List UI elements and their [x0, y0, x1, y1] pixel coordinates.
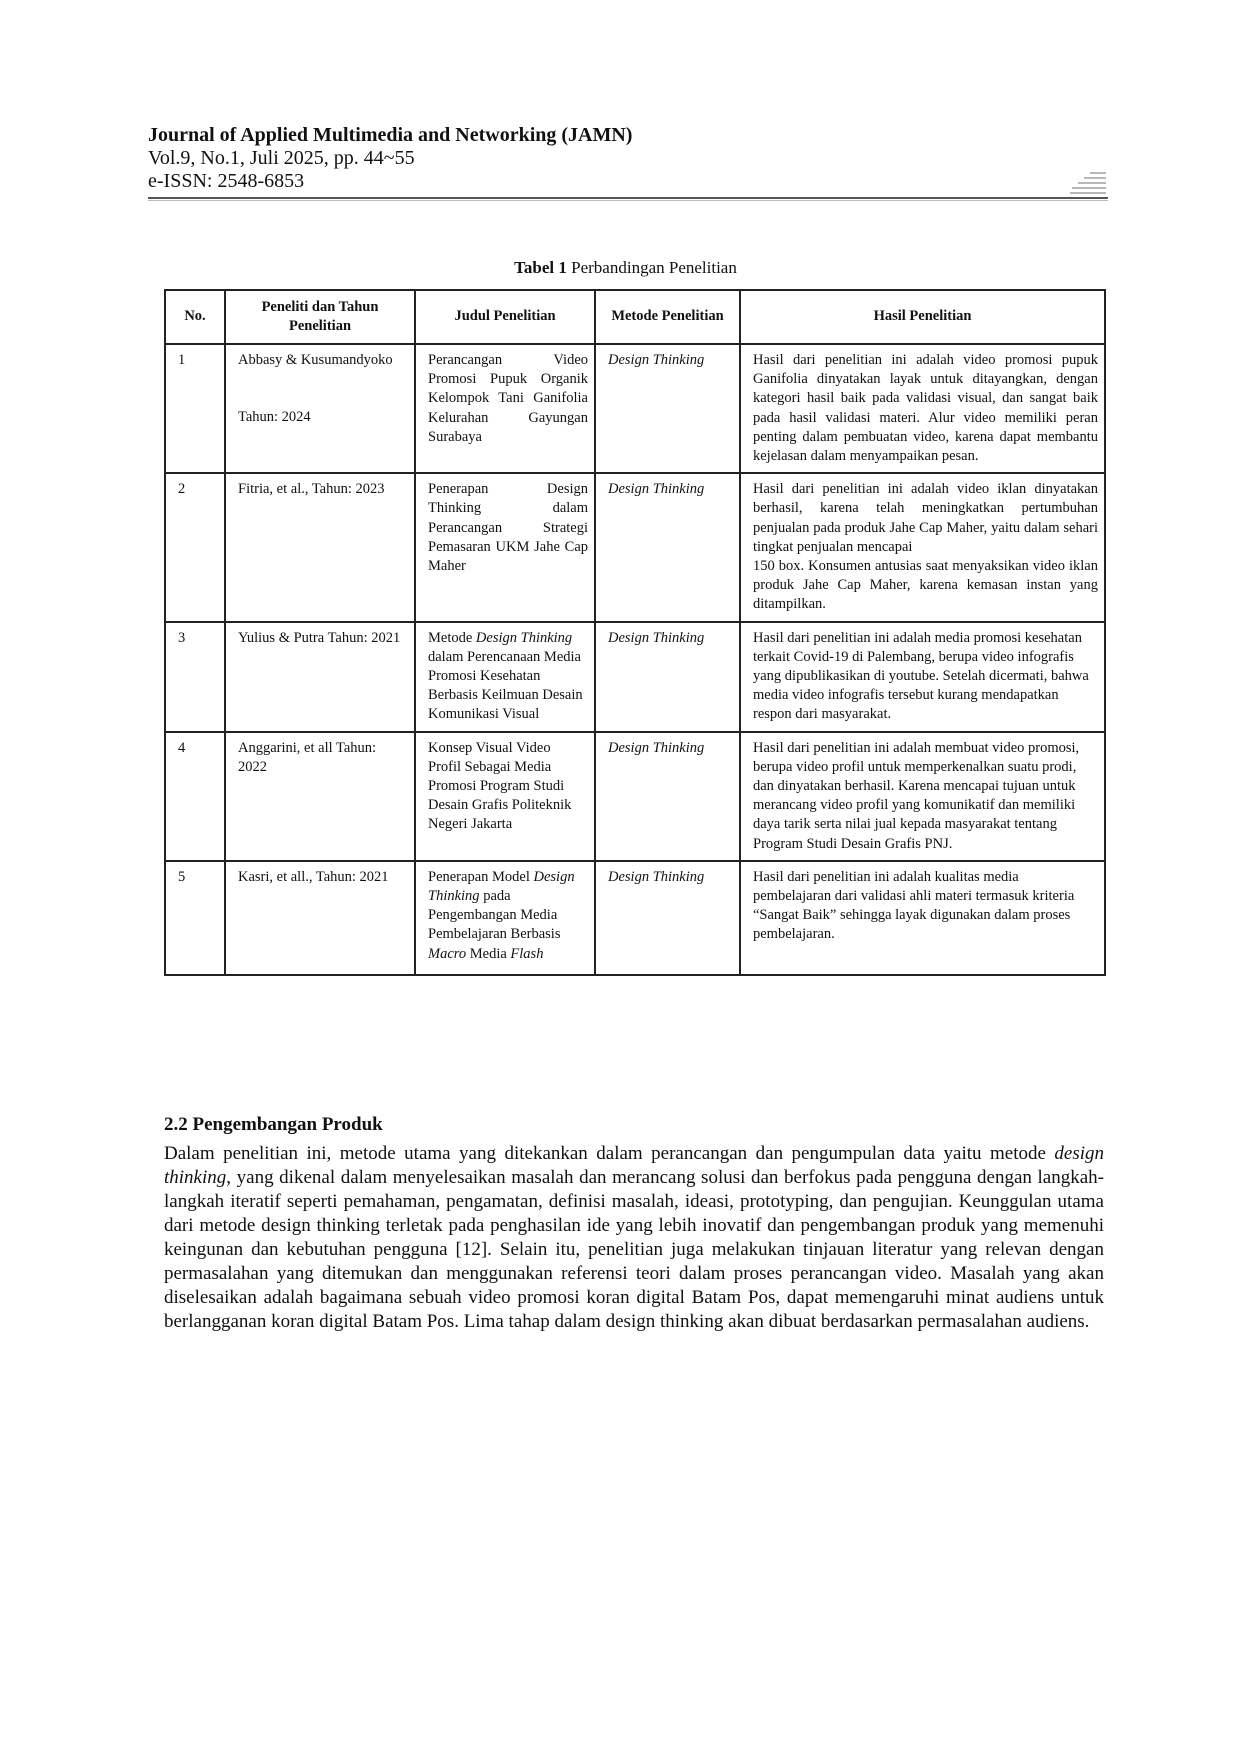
cell-judul: Penerapan Design Thinking dalam Perancangan Strategi Pemasaran UKM Jahe Cap Maher [415, 473, 595, 621]
cell-metode: Design Thinking [595, 732, 740, 861]
cell-hasil: Hasil dari penelitian ini adalah kualitas media pembelajaran dari validasi ahli materi termasuk kriteria “Sangat Baik” sehingga layak digunakan dalam proses pembelajaran. [740, 861, 1105, 975]
table-caption-label: Tabel 1 [514, 258, 567, 277]
col-header-no: No. [165, 290, 225, 344]
col-header-judul: Judul Penelitian [415, 290, 595, 344]
cell-hasil: Hasil dari penelitian ini adalah video promosi pupuk Ganifolia dinyatakan layak untuk ditayangkan, dengan kategori hasil baik pada validasi visual, dan sangat baik pada hasil validasi materi. Alur video memiliki peran penting dalam pembuatan video, karena dapat membantu kejelasan dalam menyampaikan pesan. [740, 344, 1105, 473]
section-pengembangan-produk [164, 1114, 1104, 1334]
header-rule [148, 197, 1108, 199]
journal-volume: Vol.9, No.1, Juli 2025, pp. 44~55 [148, 147, 415, 169]
cell-hasil-part2: 150 box. Konsumen antusias saat menyaksikan video iklan produk Jahe Cap Maher, karena kemasan instan yang ditampilkan. [753, 558, 1098, 613]
cell-judul: Metode Design Thinking dalam Perencanaan Media Promosi Kesehatan Berbasis Keilmuan Desain Komunikasi Visual [415, 622, 595, 732]
cell-peneliti-name: Abbasy & Kusumandyoko [238, 352, 393, 368]
col-header-peneliti: Peneliti dan Tahun Penelitian [225, 290, 415, 344]
cell-peneliti: Fitria, et al., Tahun: 2023 [225, 473, 415, 621]
cell-peneliti: Anggarini, et all Tahun: 2022 [225, 732, 415, 861]
cell-peneliti: Yulius & Putra Tahun: 2021 [225, 622, 415, 732]
header-rule-thin [148, 200, 1108, 201]
cell-metode: Design Thinking [595, 473, 740, 621]
cell-judul: Perancangan Video Promosi Pupuk Organik Kelompok Tani Ganifolia Kelurahan Gayungan Surabaya [415, 344, 595, 473]
cell-peneliti: Kasri, et all., Tahun: 2021 [225, 861, 415, 975]
cell-no: 3 [165, 622, 225, 732]
cell-hasil: Hasil dari penelitian ini adalah membuat video promosi, berupa video profil untuk memperkenalkan suatu prodi, dan dinyatakan berhasil. Karena mencapai tujuan untuk merancang video profil yang komunikatif dan memiliki daya tarik serta nilai jual kepada masyarakat tentang Program Studi Desain Grafis PNJ. [740, 732, 1105, 861]
cell-metode: Design Thinking [595, 861, 740, 975]
comparison-table [164, 289, 1106, 976]
cell-peneliti-year: Tahun: 2024 [238, 409, 311, 426]
cell-hasil: Hasil dari penelitian ini adalah media promosi kesehatan terkait Covid-19 di Palembang, berupa video infografis yang dipublikasikan di youtube. Setelah dicermati, bahwa media video infografis tersebut kurang mendapatkan respon dari masyarakat. [740, 622, 1105, 732]
table-caption-text: Perbandingan Penelitian [566, 258, 737, 277]
journal-logo-icon [1070, 172, 1106, 198]
journal-title: Journal of Applied Multimedia and Networking (JAMN) [148, 124, 633, 146]
section-heading: 2.2 Pengembangan Produk [164, 1114, 383, 1135]
table-caption [148, 258, 1103, 278]
cell-no: 5 [165, 861, 225, 975]
table-row [165, 473, 1105, 621]
cell-judul: Konsep Visual Video Profil Sebagai Media Promosi Program Studi Desain Grafis Politeknik Negeri Jakarta [415, 732, 595, 861]
table-header-row [165, 290, 1105, 344]
cell-no: 2 [165, 473, 225, 621]
table-row [165, 861, 1105, 975]
cell-no: 1 [165, 344, 225, 473]
col-header-hasil: Hasil Penelitian [740, 290, 1105, 344]
col-header-metode: Metode Penelitian [595, 290, 740, 344]
section-paragraph: Dalam penelitian ini, metode utama yang ditekankan dalam perancangan dan pengumpulan data yaitu metode design thinking, yang dikenal dalam menyelesaikan masalah dan merancang solusi dan berfokus pada pengguna dengan langkah-langkah iteratif seperti pemahaman, pengamatan, definisi masalah, ideasi, prototyping, dan pengujian. Keunggulan utama dari metode design thinking terletak pada penghasilan ide yang lebih inovatif dan pengembangan produk yang memenuhi keingunan dan kebutuhan pengguna [12]. Selain itu, penelitian juga melakukan tinjauan literatur yang relevan dengan permasalahan yang ditemukan dan menggunakan referensi teori dalam proses perancangan video. Masalah yang akan diselesaikan adalah bagaimana sebuah video promosi koran digital Batam Pos, dapat memengaruhi minat audiens untuk berlangganan koran digital Batam Pos. Lima tahap dalam design thinking akan dibuat berdasarkan permasalahan audiens. [164, 1143, 1104, 1332]
table-row [165, 732, 1105, 861]
cell-metode: Design Thinking [595, 344, 740, 473]
journal-header [148, 124, 1108, 193]
cell-metode: Design Thinking [595, 622, 740, 732]
table-row [165, 344, 1105, 473]
journal-issn: e-ISSN: 2548-6853 [148, 170, 305, 192]
cell-hasil [740, 473, 1105, 621]
cell-peneliti [225, 344, 415, 473]
cell-judul: Penerapan Model Design Thinking pada Pengembangan Media Pembelajaran Berbasis Macro Media Flash [415, 861, 595, 975]
cell-hasil-part1: Hasil dari penelitian ini adalah video iklan dinyatakan berhasil, karena telah meningkatkan pertumbuhan penjualan pada produk Jahe Cap Maher, yaitu dalam sehari tingkat penjualan mencapai [753, 481, 1098, 555]
table-row [165, 622, 1105, 732]
cell-no: 4 [165, 732, 225, 861]
